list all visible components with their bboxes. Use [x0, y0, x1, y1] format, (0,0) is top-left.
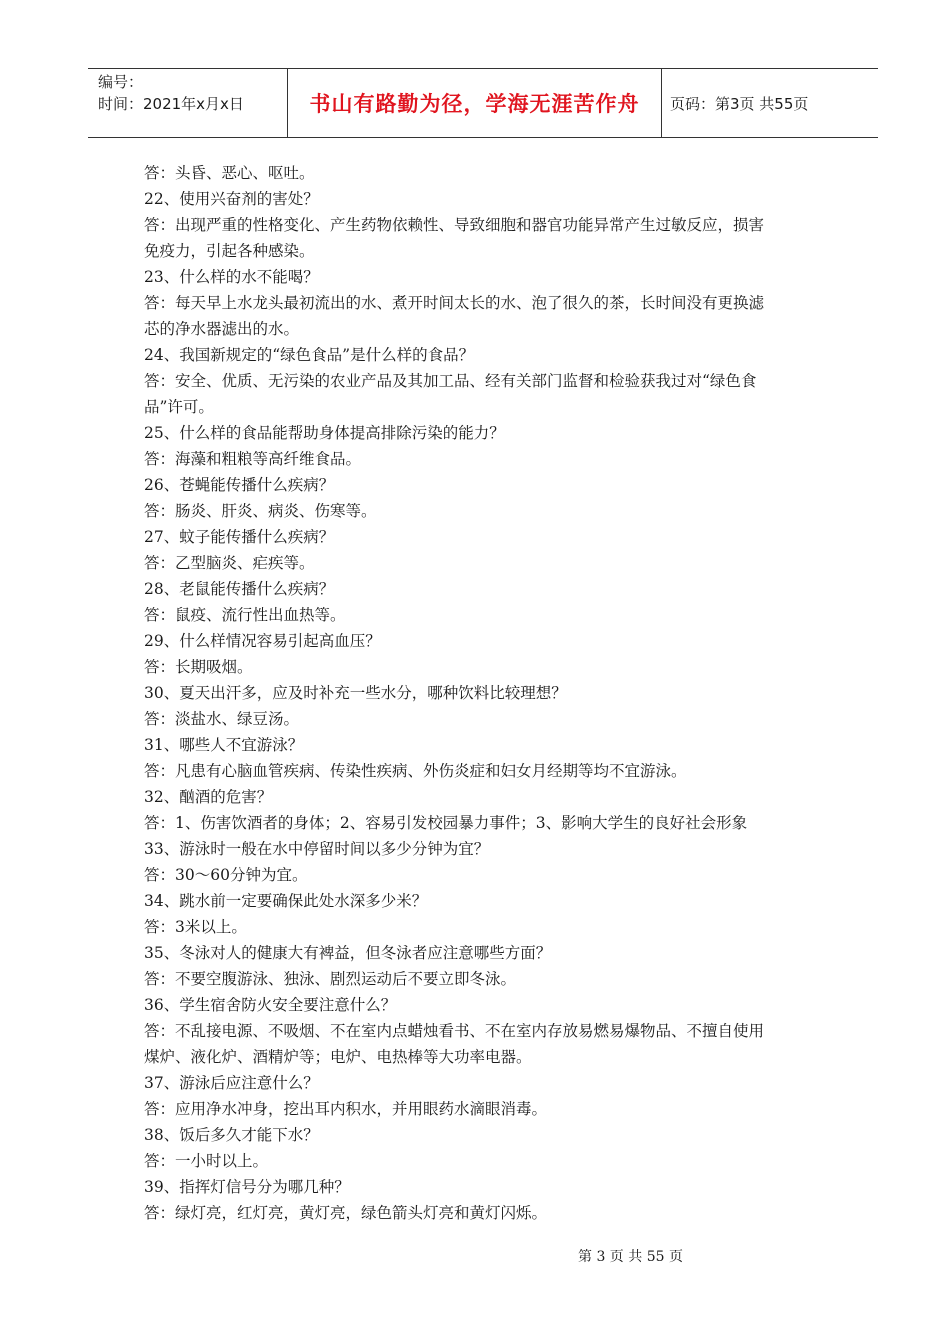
text-line: 27、蚊子能传播什么疾病？ — [144, 528, 335, 546]
text-line: 芯的净水器滤出的水。 — [144, 320, 300, 338]
text-line: 25、什么样的食品能帮助身体提高排除污染的能力？ — [144, 424, 505, 442]
text-line: 39、指挥灯信号分为哪几种？ — [144, 1178, 350, 1196]
page-header — [88, 68, 878, 138]
text-line: 答：长期吸烟。 — [144, 658, 253, 676]
text-line: 煤炉、液化炉、酒精炉等；电炉、电热棒等大功率电器。 — [144, 1048, 532, 1066]
text-line: 答：3米以上。 — [144, 918, 247, 936]
text-line: 26、苍蝇能传播什么疾病？ — [144, 476, 335, 494]
text-line: 答：应用净水冲身，挖出耳内积水，并用眼药水滴眼消毒。 — [144, 1100, 548, 1118]
text-line: 23、什么样的水不能喝？ — [144, 268, 319, 286]
footer-page-number: 第 3 页 共 55 页 — [578, 1249, 683, 1265]
text-line: 31、哪些人不宜游泳？ — [144, 736, 304, 754]
header-page-number: 页码：第3页 共55页 — [670, 94, 809, 113]
text-line: 30、夏天出汗多，应及时补充一些水分，哪种饮料比较理想？ — [144, 684, 567, 702]
text-line: 答：乙型脑炎、疟疾等。 — [144, 554, 315, 572]
text-line: 33、游泳时一般在水中停留时间以多少分钟为宜？ — [144, 840, 490, 858]
document-number-label: 编号： — [98, 73, 144, 91]
text-line: 答：1、伤害饮酒者的身体；2、容易引发校园暴力事件；3、影响大学生的良好社会形象 — [144, 814, 748, 832]
text-line: 29、什么样情况容易引起高血压？ — [144, 632, 381, 650]
text-line: 品”许可。 — [144, 398, 214, 416]
text-line: 32、酗酒的危害？ — [144, 788, 273, 806]
text-line: 38、饭后多久才能下水？ — [144, 1126, 319, 1144]
header-motto: 书山有路勤为径，学海无涯苦作舟 — [309, 92, 640, 116]
text-line: 24、我国新规定的“绿色食品”是什么样的食品？ — [144, 346, 475, 364]
text-line: 答：一小时以上。 — [144, 1152, 269, 1170]
text-line: 34、跳水前一定要确保此处水深多少米？ — [144, 892, 428, 910]
text-line: 22、使用兴奋剂的害处？ — [144, 190, 319, 208]
page-footer — [0, 1246, 950, 1266]
header-meta-cell — [88, 69, 288, 137]
text-line: 答：每天早上水龙头最初流出的水、煮开时间太长的水、泡了很久的茶，长时间没有更换滤 — [144, 294, 765, 312]
qa-content — [144, 160, 828, 1226]
header-page-cell — [662, 69, 878, 137]
header-motto-cell — [288, 69, 662, 137]
text-line: 答：淡盐水、绿豆汤。 — [144, 710, 300, 728]
text-line: 答：头昏、恶心、呕吐。 — [144, 164, 315, 182]
text-line: 28、老鼠能传播什么疾病？ — [144, 580, 335, 598]
text-line: 36、学生宿舍防火安全要注意什么？ — [144, 996, 397, 1014]
text-line: 答：出现严重的性格变化、产生药物依赖性、导致细胞和器官功能异常产生过敏反应，损害 — [144, 216, 765, 234]
text-line: 答：海藻和粗粮等高纤维食品。 — [144, 450, 362, 468]
text-line: 答：鼠疫、流行性出血热等。 — [144, 606, 346, 624]
text-line: 答：不要空腹游泳、独泳、剧烈运动后不要立即冬泳。 — [144, 970, 517, 988]
text-line: 37、游泳后应注意什么？ — [144, 1074, 319, 1092]
text-line: 答：绿灯亮，红灯亮，黄灯亮，绿色箭头灯亮和黄灯闪烁。 — [144, 1204, 548, 1222]
text-line: 免疫力，引起各种感染。 — [144, 242, 315, 260]
text-line: 答：肠炎、肝炎、病炎、伤寒等。 — [144, 502, 377, 520]
text-line: 答：凡患有心脑血管疾病、传染性疾病、外伤炎症和妇女月经期等均不宜游泳。 — [144, 762, 687, 780]
text-line: 答：安全、优质、无污染的农业产品及其加工品、经有关部门监督和检验获我过对“绿色食 — [144, 372, 757, 390]
document-time-label: 时间：2021年x月x日 — [98, 95, 244, 113]
text-line: 35、冬泳对人的健康大有裨益，但冬泳者应注意哪些方面？ — [144, 944, 552, 962]
text-line: 答：不乱接电源、不吸烟、不在室内点蜡烛看书、不在室内存放易燃易爆物品、不擅自使用 — [144, 1022, 765, 1040]
text-line: 答：30～60分钟为宜。 — [144, 866, 308, 884]
